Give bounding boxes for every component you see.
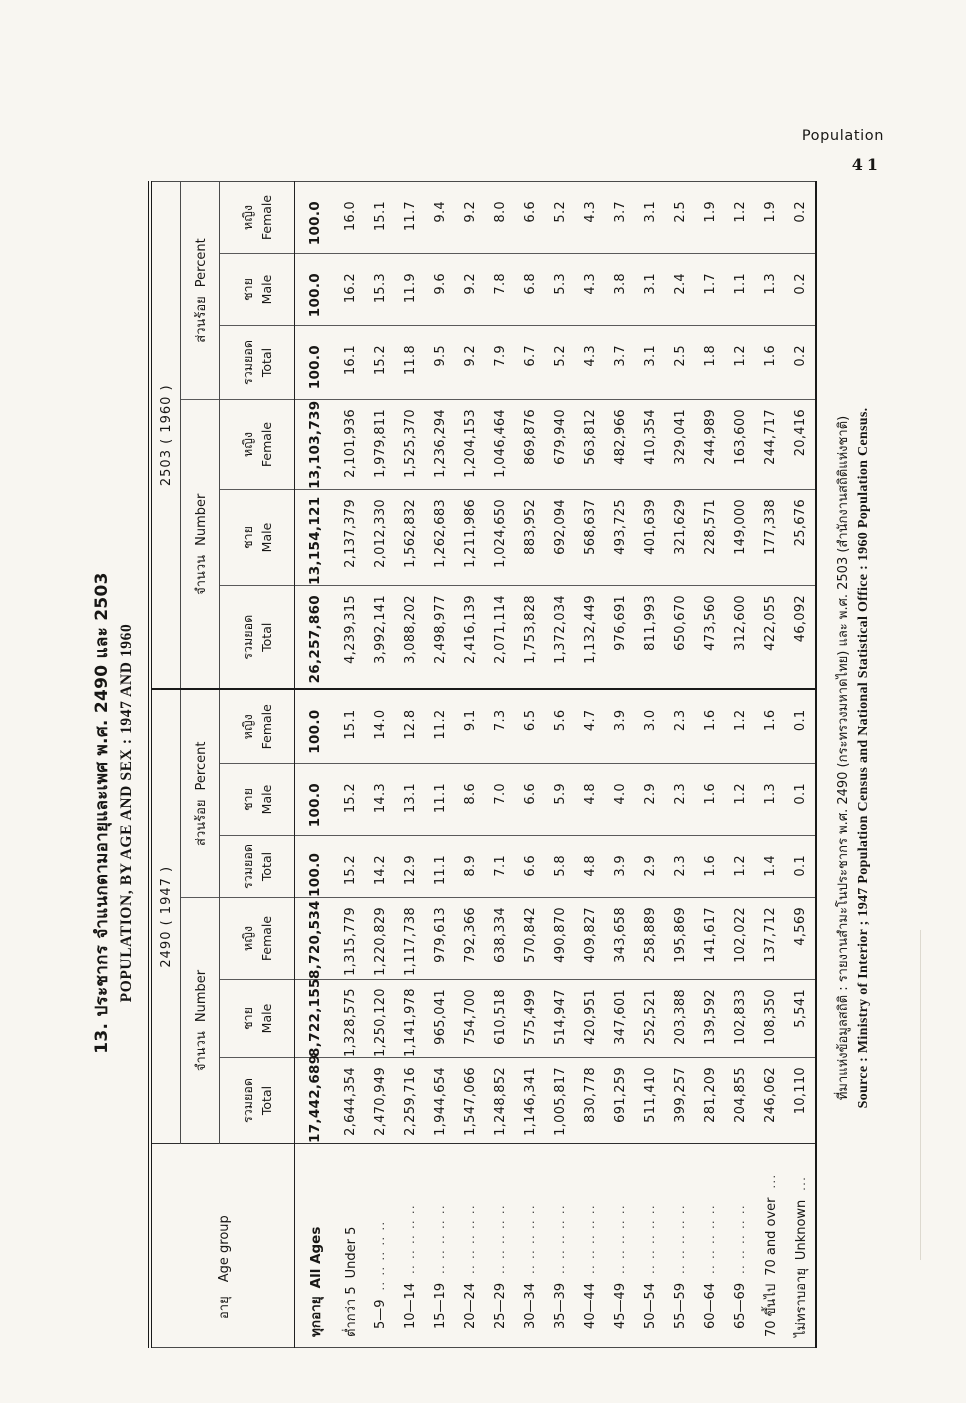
- value-1960-percent-total: 6.7: [515, 326, 545, 400]
- table-row: [395, 182, 425, 1348]
- value-1960-percent-total: 9.5: [425, 326, 455, 400]
- age-cell: 25—29.. .. .. .. ..: [492, 1203, 508, 1329]
- value-1947-percent-female: 6.5: [515, 690, 545, 764]
- value-1947-number-male: 102,833: [725, 980, 755, 1058]
- page-edge-artifact: [920, 930, 921, 1260]
- value-1947-percent-female: 1.6: [695, 690, 725, 764]
- value-1947-percent-total: 0.1: [785, 836, 816, 898]
- value-1960-percent-female: 16.0: [335, 182, 365, 254]
- value-1960-number-total: 4,239,315: [335, 586, 365, 690]
- age-cell: 60—64.. .. .. .. ..: [702, 1203, 718, 1329]
- value-1947-number-total: 10,110: [785, 1058, 816, 1144]
- value-1960-percent-male: 2.4: [665, 254, 695, 326]
- table-row: [295, 182, 336, 1348]
- value-1960-percent-total: 3.7: [605, 326, 635, 400]
- value-1960-number-male: 692,094: [545, 490, 575, 586]
- value-1960-percent-total: 4.3: [575, 326, 605, 400]
- sub-header-male: ชาย Male: [220, 980, 295, 1058]
- sub-header-total: รวมยอด Total: [220, 1058, 295, 1144]
- value-1947-percent-male: 4.0: [605, 764, 635, 836]
- value-1947-percent-total: 100.0: [295, 836, 336, 898]
- value-1947-percent-female: 11.2: [425, 690, 455, 764]
- value-1947-percent-total: 1.6: [695, 836, 725, 898]
- value-1960-number-male: 1,262,683: [425, 490, 455, 586]
- value-1947-number-total: 1,944,654: [425, 1058, 455, 1144]
- value-1960-number-total: 3,088,202: [395, 586, 425, 690]
- value-1947-percent-male: 100.0: [295, 764, 336, 836]
- value-1960-percent-male: 3.1: [635, 254, 665, 326]
- dot-leader: .. .. .. .. ..: [373, 1220, 387, 1291]
- source-note: [832, 168, 872, 1348]
- table-row: [545, 182, 575, 1348]
- value-1947-percent-total: 14.2: [365, 836, 395, 898]
- value-1960-number-female: 20,416: [785, 400, 816, 490]
- value-1960-percent-male: 11.9: [395, 254, 425, 326]
- value-1947-number-female: 343,658: [605, 898, 635, 980]
- value-1947-percent-male: 6.6: [515, 764, 545, 836]
- page-number: 41: [851, 155, 882, 174]
- value-1960-percent-female: 6.6: [515, 182, 545, 254]
- value-1960-percent-total: 7.9: [485, 326, 515, 400]
- value-1947-number-total: 1,547,066: [455, 1058, 485, 1144]
- age-cell: 15—19.. .. .. .. ..: [432, 1203, 448, 1329]
- value-1960-percent-male: 6.8: [515, 254, 545, 326]
- table-head: [150, 182, 295, 1348]
- value-1947-number-female: 490,870: [545, 898, 575, 980]
- table-row: [455, 182, 485, 1348]
- value-1947-percent-total: 11.1: [425, 836, 455, 898]
- value-1960-number-female: 1,046,464: [485, 400, 515, 490]
- value-1960-number-female: 2,101,936: [335, 400, 365, 490]
- value-1960-number-total: 26,257,860: [295, 586, 336, 690]
- value-1947-number-total: 2,644,354: [335, 1058, 365, 1144]
- table-row: [365, 182, 395, 1348]
- value-1947-number-male: 5,541: [785, 980, 816, 1058]
- value-1947-number-female: 570,842: [515, 898, 545, 980]
- value-1947-number-total: 17,442,689: [295, 1058, 336, 1144]
- value-1960-number-female: 869,876: [515, 400, 545, 490]
- age-cell: 45—49.. .. .. .. ..: [612, 1203, 628, 1329]
- value-1947-percent-female: 3.0: [635, 690, 665, 764]
- number-header-1960: จำนวนNumber: [181, 400, 220, 690]
- value-1947-number-total: 2,259,716: [395, 1058, 425, 1144]
- value-1947-percent-male: 2.9: [635, 764, 665, 836]
- value-1960-number-total: 473,560: [695, 586, 725, 690]
- value-1947-percent-total: 15.2: [335, 836, 365, 898]
- sub-header-male: ชาย Male: [220, 764, 295, 836]
- value-1960-number-male: 1,562,832: [395, 490, 425, 586]
- value-1947-percent-female: 15.1: [335, 690, 365, 764]
- value-1947-number-male: 252,521: [635, 980, 665, 1058]
- value-1960-percent-female: 3.1: [635, 182, 665, 254]
- value-1960-percent-male: 9.6: [425, 254, 455, 326]
- value-1947-number-female: 638,334: [485, 898, 515, 980]
- value-1960-percent-total: 1.8: [695, 326, 725, 400]
- sub-header-male: ชาย Male: [220, 490, 295, 586]
- value-1960-number-female: 1,525,370: [395, 400, 425, 490]
- value-1960-number-total: 1,372,034: [545, 586, 575, 690]
- table-row: [695, 182, 725, 1348]
- table-row: [335, 182, 365, 1348]
- value-1960-percent-male: 5.3: [545, 254, 575, 326]
- value-1960-number-female: 410,354: [635, 400, 665, 490]
- value-1947-percent-female: 14.0: [365, 690, 395, 764]
- age-cell: 30—34.. .. .. .. ..: [522, 1203, 538, 1329]
- value-1947-percent-female: 9.1: [455, 690, 485, 764]
- value-1947-percent-male: 14.3: [365, 764, 395, 836]
- value-1960-number-total: 650,670: [665, 586, 695, 690]
- value-1960-number-male: 13,154,121: [295, 490, 336, 586]
- number-header-1947: จำนวนNumber: [181, 898, 220, 1144]
- value-1960-percent-male: 7.8: [485, 254, 515, 326]
- value-1947-percent-male: 4.8: [575, 764, 605, 836]
- value-1947-percent-female: 1.6: [755, 690, 785, 764]
- value-1947-number-male: 1,328,575: [335, 980, 365, 1058]
- value-1960-percent-female: 15.1: [365, 182, 395, 254]
- value-1947-percent-female: 3.9: [605, 690, 635, 764]
- value-1947-percent-male: 15.2: [335, 764, 365, 836]
- value-1947-percent-total: 12.9: [395, 836, 425, 898]
- age-cell: 10—14.. .. .. .. ..: [402, 1203, 418, 1329]
- sub-header-female: หญิง Female: [220, 182, 295, 254]
- age-cell: 5—9.. .. .. .. ..: [372, 1220, 388, 1329]
- value-1947-number-male: 965,041: [425, 980, 455, 1058]
- value-1947-number-total: 2,470,949: [365, 1058, 395, 1144]
- value-1960-number-female: 1,236,294: [425, 400, 455, 490]
- age-cell: 20—24.. .. .. .. ..: [462, 1203, 478, 1329]
- value-1960-percent-female: 9.2: [455, 182, 485, 254]
- percent-header-1947: ส่วนร้อยPercent: [181, 690, 220, 898]
- value-1947-number-male: 203,388: [665, 980, 695, 1058]
- value-1960-percent-total: 2.5: [665, 326, 695, 400]
- value-1960-number-total: 2,416,139: [455, 586, 485, 690]
- value-1947-percent-total: 2.3: [665, 836, 695, 898]
- age-cell: ทุกอายุAll Ages: [308, 1226, 324, 1337]
- value-1947-number-male: 514,947: [545, 980, 575, 1058]
- value-1947-number-total: 1,005,817: [545, 1058, 575, 1144]
- age-cell: 40—44.. .. .. .. ..: [582, 1203, 598, 1329]
- source-english: Source : Ministry of Interior ; 1947 Population Census and National Statistical Office : 1960 Population Census.: [856, 407, 871, 1109]
- value-1947-number-female: 409,827: [575, 898, 605, 980]
- year-header-row: [150, 182, 181, 1348]
- value-1960-percent-total: 5.2: [545, 326, 575, 400]
- value-1947-percent-female: 12.8: [395, 690, 425, 764]
- value-1960-number-total: 46,092: [785, 586, 816, 690]
- value-1960-percent-female: 9.4: [425, 182, 455, 254]
- table-row: [785, 182, 816, 1348]
- value-1947-number-total: 246,062: [755, 1058, 785, 1144]
- value-1960-percent-female: 1.9: [755, 182, 785, 254]
- value-1960-percent-female: 8.0: [485, 182, 515, 254]
- rotated-table-block: [86, 168, 871, 1348]
- value-1947-number-female: 141,617: [695, 898, 725, 980]
- percent-header-1960: ส่วนร้อยPercent: [181, 182, 220, 400]
- value-1960-number-total: 312,600: [725, 586, 755, 690]
- value-1947-number-total: 399,257: [665, 1058, 695, 1144]
- value-1960-percent-female: 5.2: [545, 182, 575, 254]
- value-1947-number-total: 511,410: [635, 1058, 665, 1144]
- value-1960-number-male: 493,725: [605, 490, 635, 586]
- value-1960-number-female: 329,041: [665, 400, 695, 490]
- value-1947-number-female: 792,366: [455, 898, 485, 980]
- value-1947-number-female: 102,022: [725, 898, 755, 980]
- value-1947-percent-total: 6.6: [515, 836, 545, 898]
- population-table: [148, 181, 817, 1348]
- page-header-label: Population: [801, 128, 884, 144]
- value-1960-percent-total: 11.8: [395, 326, 425, 400]
- value-1960-number-male: 177,338: [755, 490, 785, 586]
- value-1947-percent-total: 8.9: [455, 836, 485, 898]
- value-1960-percent-female: 1.2: [725, 182, 755, 254]
- value-1947-number-total: 204,855: [725, 1058, 755, 1144]
- value-1947-percent-female: 100.0: [295, 690, 336, 764]
- value-1947-number-total: 1,146,341: [515, 1058, 545, 1144]
- value-1960-percent-female: 2.5: [665, 182, 695, 254]
- value-1960-percent-male: 1.1: [725, 254, 755, 326]
- value-1960-number-female: 482,966: [605, 400, 635, 490]
- value-1947-percent-male: 1.6: [695, 764, 725, 836]
- age-cell: 70 ขึ้นไป70 and over...: [763, 1173, 779, 1337]
- value-1947-number-male: 420,951: [575, 980, 605, 1058]
- value-1960-number-female: 13,103,739: [295, 400, 336, 490]
- value-1947-percent-male: 5.9: [545, 764, 575, 836]
- value-1960-number-total: 976,691: [605, 586, 635, 690]
- age-group-header-thai: อายุ: [216, 1296, 232, 1319]
- age-group-header: [150, 1144, 295, 1348]
- value-1960-number-male: 568,637: [575, 490, 605, 586]
- value-1947-percent-male: 2.3: [665, 764, 695, 836]
- age-group-header-english: Age group: [216, 1215, 232, 1283]
- dot-leader: ...: [764, 1173, 778, 1189]
- sub-header-total: รวมยอด Total: [220, 326, 295, 400]
- value-1947-number-male: 1,250,120: [365, 980, 395, 1058]
- value-1947-percent-female: 5.6: [545, 690, 575, 764]
- value-1947-percent-female: 4.7: [575, 690, 605, 764]
- table-row: [755, 182, 785, 1348]
- value-1960-percent-male: 1.3: [755, 254, 785, 326]
- value-1947-number-male: 1,141,978: [395, 980, 425, 1058]
- table-row: [425, 182, 455, 1348]
- value-1960-number-female: 1,204,153: [455, 400, 485, 490]
- value-1960-number-female: 244,717: [755, 400, 785, 490]
- value-1947-number-male: 754,700: [455, 980, 485, 1058]
- value-1947-percent-total: 1.4: [755, 836, 785, 898]
- table-row: [515, 182, 545, 1348]
- value-1947-percent-male: 1.3: [755, 764, 785, 836]
- dot-leader: .. .. .. .. ..: [583, 1203, 597, 1274]
- value-1960-number-total: 1,132,449: [575, 586, 605, 690]
- value-1960-percent-female: 1.9: [695, 182, 725, 254]
- value-1960-number-female: 163,600: [725, 400, 755, 490]
- value-1960-number-total: 422,055: [755, 586, 785, 690]
- value-1947-number-total: 281,209: [695, 1058, 725, 1144]
- dot-leader: .. .. .. .. ..: [703, 1203, 717, 1274]
- dot-leader: .. .. .. .. ..: [553, 1203, 567, 1274]
- dot-leader: .. .. .. .. ..: [433, 1203, 447, 1274]
- value-1947-percent-total: 7.1: [485, 836, 515, 898]
- dot-leader: .. .. .. .. ..: [523, 1203, 537, 1274]
- value-1947-number-male: 575,499: [515, 980, 545, 1058]
- value-1947-number-female: 8,720,534: [295, 898, 336, 980]
- value-1960-number-male: 1,024,650: [485, 490, 515, 586]
- value-1960-percent-total: 0.2: [785, 326, 816, 400]
- value-1960-number-female: 244,989: [695, 400, 725, 490]
- value-1947-percent-female: 2.3: [665, 690, 695, 764]
- value-1947-percent-female: 1.2: [725, 690, 755, 764]
- value-1960-percent-female: 100.0: [295, 182, 336, 254]
- value-1947-number-female: 1,220,829: [365, 898, 395, 980]
- dot-leader: .. .. .. .. ..: [613, 1203, 627, 1274]
- sub-header-female: หญิง Female: [220, 400, 295, 490]
- value-1960-percent-female: 11.7: [395, 182, 425, 254]
- value-1947-percent-male: 0.1: [785, 764, 816, 836]
- value-1947-number-female: 258,889: [635, 898, 665, 980]
- sub-header-total: รวมยอด Total: [220, 836, 295, 898]
- age-cell: ไม่ทราบอายุUnknown...: [793, 1175, 809, 1337]
- value-1960-percent-total: 3.1: [635, 326, 665, 400]
- value-1960-percent-total: 15.2: [365, 326, 395, 400]
- table-row: [725, 182, 755, 1348]
- sub-header-male: ชาย Male: [220, 254, 295, 326]
- value-1960-number-male: 149,000: [725, 490, 755, 586]
- value-1960-number-male: 2,012,330: [365, 490, 395, 586]
- value-1960-number-total: 2,071,114: [485, 586, 515, 690]
- value-1960-number-male: 228,571: [695, 490, 725, 586]
- value-1947-percent-male: 1.2: [725, 764, 755, 836]
- age-cell: ต่ำกว่า 5Under 5: [343, 1226, 359, 1337]
- value-1960-number-female: 563,812: [575, 400, 605, 490]
- value-1947-percent-male: 11.1: [425, 764, 455, 836]
- value-1960-number-total: 3,992,141: [365, 586, 395, 690]
- value-1960-percent-total: 1.6: [755, 326, 785, 400]
- value-1947-percent-total: 2.9: [635, 836, 665, 898]
- value-1960-number-male: 321,629: [665, 490, 695, 586]
- value-1947-number-male: 347,601: [605, 980, 635, 1058]
- table-row: [665, 182, 695, 1348]
- sub-header-female: หญิง Female: [220, 690, 295, 764]
- value-1960-percent-male: 4.3: [575, 254, 605, 326]
- dot-leader: .. .. .. .. ..: [403, 1203, 417, 1274]
- value-1947-number-female: 195,869: [665, 898, 695, 980]
- value-1947-number-total: 1,248,852: [485, 1058, 515, 1144]
- value-1960-number-male: 1,211,986: [455, 490, 485, 586]
- value-1947-percent-male: 7.0: [485, 764, 515, 836]
- value-1947-percent-male: 8.6: [455, 764, 485, 836]
- sub-header-female: หญิง Female: [220, 898, 295, 980]
- value-1947-number-male: 139,592: [695, 980, 725, 1058]
- value-1947-number-female: 1,117,738: [395, 898, 425, 980]
- table-title: [86, 223, 136, 1403]
- value-1947-percent-total: 1.2: [725, 836, 755, 898]
- year-header-1960: 2503 ( 1960 ): [150, 182, 181, 690]
- table-title-thai: 13. ประชากร จำแนกตามอายุและเพศ พ.ศ. 2490 และ 2503: [92, 572, 112, 1054]
- table-title-english: POPULATION, BY AGE AND SEX : 1947 AND 1960: [118, 623, 135, 1003]
- dot-leader: ...: [794, 1175, 808, 1191]
- value-1960-percent-male: 3.8: [605, 254, 635, 326]
- value-1960-number-total: 2,498,977: [425, 586, 455, 690]
- value-1947-number-female: 137,712: [755, 898, 785, 980]
- sub-header-total: รวมยอด Total: [220, 586, 295, 690]
- value-1960-percent-total: 100.0: [295, 326, 336, 400]
- value-1960-number-female: 679,940: [545, 400, 575, 490]
- value-1947-number-total: 830,778: [575, 1058, 605, 1144]
- value-1947-percent-female: 7.3: [485, 690, 515, 764]
- value-1947-number-male: 610,518: [485, 980, 515, 1058]
- dot-leader: .. .. .. .. ..: [643, 1203, 657, 1274]
- value-1960-number-male: 25,676: [785, 490, 816, 586]
- value-1960-number-total: 1,753,828: [515, 586, 545, 690]
- value-1960-percent-male: 9.2: [455, 254, 485, 326]
- value-1947-percent-male: 13.1: [395, 764, 425, 836]
- value-1960-percent-male: 100.0: [295, 254, 336, 326]
- value-1960-percent-total: 1.2: [725, 326, 755, 400]
- value-1947-number-total: 691,259: [605, 1058, 635, 1144]
- value-1960-percent-female: 4.3: [575, 182, 605, 254]
- value-1947-percent-total: 5.8: [545, 836, 575, 898]
- value-1960-percent-female: 0.2: [785, 182, 816, 254]
- value-1960-number-male: 401,639: [635, 490, 665, 586]
- value-1947-percent-total: 4.8: [575, 836, 605, 898]
- value-1960-percent-male: 0.2: [785, 254, 816, 326]
- table-row: [575, 182, 605, 1348]
- value-1947-number-male: 108,350: [755, 980, 785, 1058]
- value-1960-percent-male: 16.2: [335, 254, 365, 326]
- dot-leader: .. .. .. .. ..: [493, 1203, 507, 1274]
- value-1960-percent-female: 3.7: [605, 182, 635, 254]
- age-cell: 50—54.. .. .. .. ..: [642, 1203, 658, 1329]
- dot-leader: .. .. .. .. ..: [463, 1203, 477, 1274]
- value-1947-number-female: 1,315,779: [335, 898, 365, 980]
- value-1960-percent-total: 16.1: [335, 326, 365, 400]
- value-1960-number-male: 2,137,379: [335, 490, 365, 586]
- year-header-1947: 2490 ( 1947 ): [150, 690, 181, 1144]
- value-1947-percent-female: 0.1: [785, 690, 816, 764]
- value-1960-number-female: 1,979,811: [365, 400, 395, 490]
- value-1947-percent-total: 3.9: [605, 836, 635, 898]
- dot-leader: .. .. .. .. ..: [673, 1203, 687, 1274]
- table-row: [485, 182, 515, 1348]
- value-1947-number-female: 4,569: [785, 898, 816, 980]
- value-1960-number-male: 883,952: [515, 490, 545, 586]
- value-1960-percent-total: 9.2: [455, 326, 485, 400]
- table-row: [605, 182, 635, 1348]
- age-cell: 65—69.. .. .. .. ..: [732, 1203, 748, 1329]
- age-cell: 35—39.. .. .. .. ..: [552, 1203, 568, 1329]
- value-1960-number-total: 811,993: [635, 586, 665, 690]
- source-thai: ที่มาแห่งข้อมูลสถิติ : รายงานสำมะโนประชากร พ.ศ. 2490 (กระทรวงมหาดไทย) และ พ.ศ. 2503 (สำนักงานสถิติแห่งชาติ): [836, 415, 851, 1101]
- dot-leader: .. .. .. .. ..: [733, 1203, 747, 1274]
- value-1960-percent-male: 15.3: [365, 254, 395, 326]
- table-row: [635, 182, 665, 1348]
- table-body: [295, 182, 817, 1348]
- value-1947-number-male: 8,722,155: [295, 980, 336, 1058]
- value-1947-number-female: 979,613: [425, 898, 455, 980]
- age-cell: 55—59.. .. .. .. ..: [672, 1203, 688, 1329]
- value-1960-percent-male: 1.7: [695, 254, 725, 326]
